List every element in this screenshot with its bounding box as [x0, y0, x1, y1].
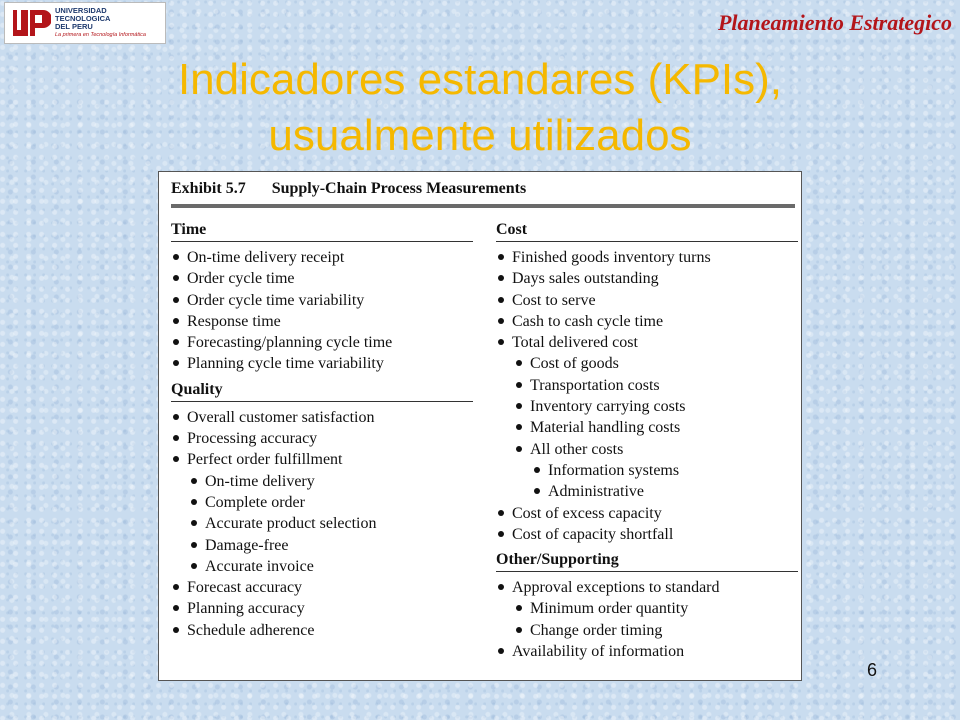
list-item	[496, 332, 798, 353]
bullet-icon	[498, 648, 504, 654]
bullet-icon	[173, 339, 179, 345]
exhibit-table	[158, 171, 802, 681]
bullet-icon	[516, 605, 522, 611]
item-label: Accurate invoice	[205, 557, 314, 575]
bullet-icon	[498, 531, 504, 537]
list-item	[496, 268, 798, 289]
list-subitem	[171, 556, 473, 577]
bullet-icon	[516, 627, 522, 633]
logo-line-2: TECNOLOGICA	[55, 14, 111, 23]
list-subitem	[496, 620, 798, 641]
item-label: Planning cycle time variability	[187, 355, 384, 373]
right-column	[496, 218, 798, 662]
bullet-icon	[498, 297, 504, 303]
list-item	[496, 577, 798, 598]
list-item	[171, 247, 473, 268]
university-logo	[4, 2, 166, 44]
bullet-icon	[498, 275, 504, 281]
item-label: Information systems	[548, 461, 680, 479]
item-label: Complete order	[205, 493, 305, 511]
item-label: Order cycle time	[187, 270, 295, 288]
item-label: On-time delivery receipt	[187, 249, 345, 266]
bullet-icon	[498, 584, 504, 590]
bullet-icon	[173, 435, 179, 441]
list-item	[171, 577, 473, 598]
bullet-icon	[191, 520, 197, 526]
item-label: Cost to serve	[512, 291, 596, 309]
item-label: On-time delivery	[205, 472, 315, 490]
list-item	[171, 268, 473, 289]
list-subitem	[496, 417, 798, 438]
bullet-icon	[173, 318, 179, 324]
item-label: Approval exceptions to standard	[512, 579, 720, 597]
item-label: Minimum order quantity	[530, 600, 689, 618]
item-label: Material handling costs	[530, 419, 681, 437]
list-item	[496, 524, 798, 545]
bullet-icon	[516, 403, 522, 409]
list-subitem	[171, 535, 473, 556]
bullet-icon	[191, 499, 197, 505]
heading-rule	[171, 204, 795, 208]
bullet-icon	[516, 446, 522, 452]
item-label: Response time	[187, 312, 281, 330]
section-rule	[171, 241, 473, 242]
item-label: All other costs	[530, 440, 624, 458]
item-label: Finished goods inventory turns	[512, 249, 711, 266]
list-subitem	[171, 513, 473, 534]
list-item	[496, 247, 798, 268]
section-title-cost: Cost	[496, 221, 528, 238]
slide-title	[60, 52, 900, 164]
list-item	[171, 598, 473, 619]
bullet-icon	[173, 584, 179, 590]
item-label: Planning accuracy	[187, 600, 305, 618]
bullet-icon	[191, 542, 197, 548]
section-rule	[496, 571, 798, 572]
list-subitem	[496, 353, 798, 374]
bullet-icon	[173, 297, 179, 303]
item-label: Transportation costs	[530, 376, 660, 394]
list-item	[171, 428, 473, 449]
exhibit-heading	[171, 180, 526, 198]
list-item	[496, 503, 798, 524]
list-item	[496, 311, 798, 332]
list-subitem	[496, 375, 798, 396]
logo-line-1: UNIVERSIDAD	[55, 6, 107, 15]
item-label: Cost of goods	[530, 355, 619, 373]
bullet-icon	[498, 339, 504, 345]
page-number: 6	[867, 660, 878, 680]
bullet-icon	[173, 456, 179, 462]
item-label: Cash to cash cycle time	[512, 312, 664, 330]
list-item	[171, 332, 473, 353]
list-item	[171, 620, 473, 641]
logo-line-3: DEL PERU	[55, 22, 93, 31]
bullet-icon	[191, 563, 197, 569]
bullet-icon	[173, 414, 179, 420]
item-label: Inventory carrying costs	[530, 398, 686, 416]
bullet-icon	[498, 318, 504, 324]
item-label: Forecasting/planning cycle time	[187, 334, 393, 352]
list-item	[171, 290, 473, 311]
list-item	[171, 449, 473, 470]
course-brand: Planeamiento Estrategico	[717, 10, 952, 35]
section-title-time: Time	[171, 221, 207, 238]
item-label: Overall customer satisfaction	[187, 408, 375, 426]
bullet-icon	[173, 360, 179, 366]
item-label: Processing accuracy	[187, 430, 318, 448]
bullet-icon	[534, 467, 540, 473]
list-subitem	[171, 471, 473, 492]
item-label: Damage-free	[205, 536, 289, 554]
item-label: Days sales outstanding	[512, 270, 659, 288]
list-item	[171, 353, 473, 374]
list-subitem	[496, 598, 798, 619]
utp-emblem-icon	[13, 7, 51, 39]
list-subitem	[496, 396, 798, 417]
list-item	[171, 311, 473, 332]
item-label: Perfect order fulfillment	[187, 451, 343, 469]
item-label: Order cycle time variability	[187, 291, 365, 309]
logo-tagline: La primera en Tecnología Informática	[55, 32, 146, 38]
bullet-icon	[173, 254, 179, 260]
item-label: Change order timing	[530, 621, 663, 639]
section-title-quality: Quality	[171, 380, 223, 398]
bullet-icon	[173, 275, 179, 281]
bullet-icon	[534, 488, 540, 494]
item-label: Administrative	[548, 483, 644, 501]
bullet-icon	[498, 254, 504, 260]
slide-title-line-2: usualmente utilizados	[268, 111, 692, 160]
item-label: Forecast accuracy	[187, 579, 303, 597]
bullet-icon	[173, 627, 179, 633]
section-rule	[171, 401, 473, 402]
section-rule	[496, 241, 798, 242]
bullet-icon	[498, 510, 504, 516]
item-label: Cost of excess capacity	[512, 504, 662, 522]
item-label: Cost of capacity shortfall	[512, 525, 674, 543]
item-label: Total delivered cost	[512, 334, 638, 352]
list-item	[496, 641, 798, 662]
list-item	[496, 290, 798, 311]
bullet-icon	[191, 478, 197, 484]
bullet-icon	[516, 360, 522, 366]
item-label: Accurate product selection	[205, 515, 377, 533]
item-label: Schedule adherence	[187, 621, 315, 639]
list-subitem	[171, 492, 473, 513]
exhibit-number: Exhibit 5.7	[171, 180, 246, 197]
item-label: Availability of information	[512, 643, 685, 661]
bullet-icon	[516, 424, 522, 430]
list-subsubitem	[496, 481, 798, 502]
bullet-icon	[173, 605, 179, 611]
list-subitem	[496, 439, 798, 460]
slide-title-line-1: Indicadores estandares (KPIs),	[177, 55, 783, 104]
list-item	[171, 407, 473, 428]
section-title-other: Other/Supporting	[496, 551, 619, 569]
left-column	[171, 218, 473, 641]
exhibit-name: Supply-Chain Process Measurements	[271, 180, 527, 197]
bullet-icon	[516, 382, 522, 388]
list-subsubitem	[496, 460, 798, 481]
